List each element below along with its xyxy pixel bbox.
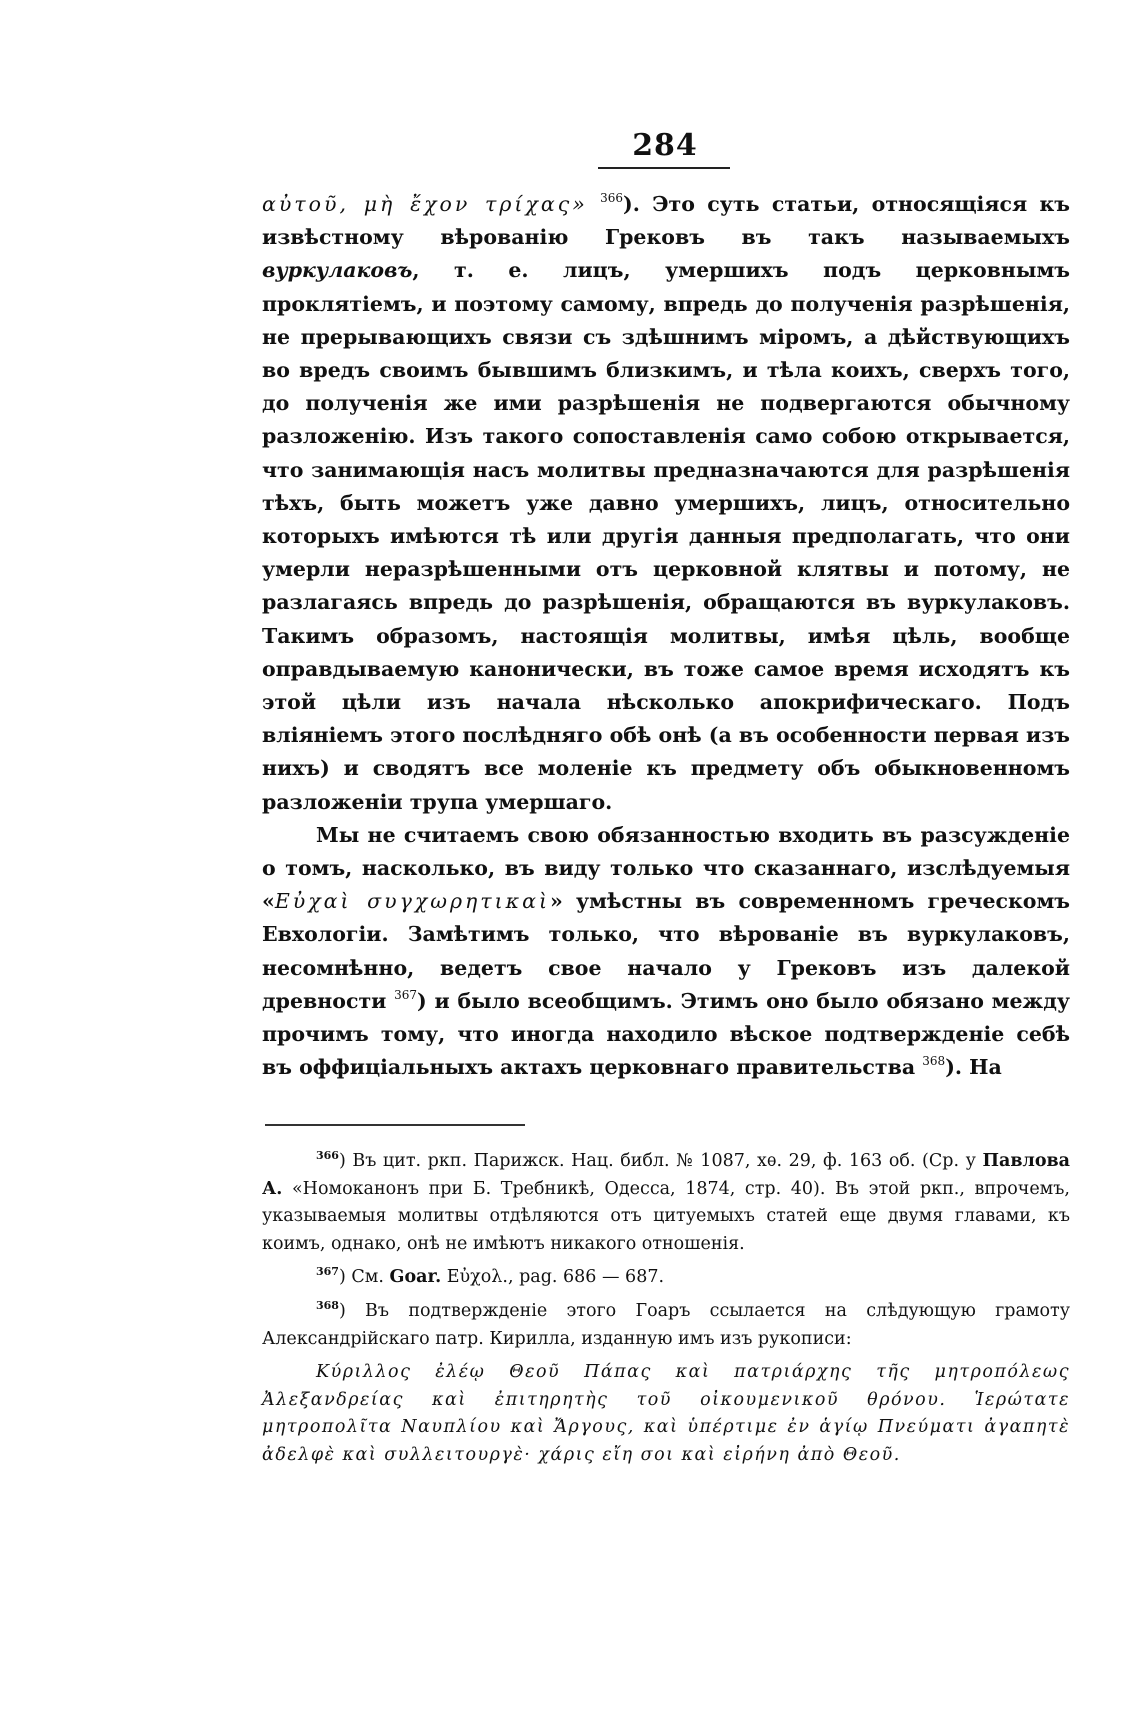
footnote-366-author: Павлова А. — [262, 1151, 1070, 1199]
paragraph-1-text-a: ). Это суть статьи, относящіяся къ извѣстному вѣрованію Грековъ въ такъ называемыхъ — [262, 192, 1070, 250]
footnote-mark-368: 368 — [316, 1298, 339, 1312]
paragraph-2-text-b: » умѣстны въ современномъ греческомъ Евхологіи. Замѣтимъ только, что вѣрованіе въ вуркулаковъ, несомнѣнно, ведетъ свое начало у Грековъ изъ далекой древности — [262, 889, 1070, 1013]
paragraph-2-text-c: ) и было всеобщимъ. Этимъ оно было обязано между прочимъ тому, что иногда находило вѣское подтвержденіе себѣ въ оффиціальныхъ актахъ церковнаго правительства — [262, 988, 1070, 1080]
footnote-mark-367: 367 — [316, 1265, 339, 1279]
footnote-367-text-a: ) См. — [338, 1267, 390, 1288]
paragraph-1 — [262, 188, 1070, 819]
footnote-ref-367: 367 — [394, 987, 418, 1002]
footnote-366 — [262, 1148, 1070, 1258]
paragraph-2 — [262, 819, 1070, 1085]
paragraph-2-text-d: ). На — [945, 1055, 1002, 1080]
footnote-368-text: ) Въ подтвержденіе этого Гоаръ ссылается на слѣдующую грамоту Александрійскаго патр. Кирилла, изданную имъ изъ рукописи: — [262, 1300, 1070, 1349]
main-text — [262, 188, 1070, 1084]
footnote-367 — [262, 1264, 1070, 1292]
footnotes — [262, 1148, 1070, 1470]
footnote-ref-366: 366 — [600, 191, 624, 205]
footnote-366-text-b: «Номоканонъ при Б. Требникѣ, Одесса, 1874, стр. 40). Въ этой ркп., впрочемъ, указываемыя молитвы отдѣляются отъ цитуемыхъ статей еще двумя главами, къ коимъ, однако, онѣ не имѣютъ никакого отношенія. — [262, 1178, 1070, 1254]
greek-quote: αὐτοῦ, μὴ ἔχον τρίχας» — [262, 192, 588, 216]
greek-title: Εὐχαὶ συγχωρητικαὶ — [274, 889, 551, 914]
footnote-368 — [262, 1298, 1070, 1353]
paragraph-1-text-b: , т. е. лицъ, умершихъ подъ церковнымъ проклятіемъ, и поэтому самому, впредь до полученія разрѣшенія, не прерывающихъ связи съ здѣшнимъ міромъ, а дѣйствующихъ во вредъ своимъ бывшимъ близкимъ, и тѣла коихъ, сверхъ того, до полученія же ими разрѣшенія не подвергаются обычному разложенію. Изъ такого сопоставленія само собою открывается, что занимающія насъ молитвы предназначаются для разрѣшенія тѣхъ, быть можетъ уже давно умершихъ, лицъ, относительно которыхъ имѣются тѣ или другія данныя предполагать, что они умерли неразрѣшенными отъ церковной клятвы и потому, не разлагаясь впредь до разрѣшенія, обращаются въ вуркулаковъ. Такимъ образомъ, настоящія молитвы, имѣя цѣль, вообще оправдываемую канонически, въ тоже самое время исходятъ къ этой цѣли изъ начала нѣсколько апокрифическаго. Подъ вліяніемъ этого послѣдняго обѣ онѣ (а въ особенности первая изъ нихъ) и сводятъ все моленіе къ предмету объ обыкновенномъ разложеніи трупа умершаго. — [262, 258, 1070, 814]
footnote-367-author: Goar. — [389, 1267, 442, 1288]
footnote-367-text-b: Εὐχολ., pag. 686 — 687. — [441, 1267, 665, 1288]
page-number: 284 — [632, 128, 698, 163]
footnote-368-greek-letter: Κύριλλος ἐλέῳ Θεοῦ Πάπας καὶ πατριάρχης τῆς μητροπόλεως Ἀλεξανδρείας καὶ ἐπιτηρητὴς τοῦ οἰκουμενικοῦ θρόνου. Ἱερώτατε μητροπολῖτα Ναυπλίου καὶ Ἄργους, καὶ ὑπέρτιμε ἐν ἁγίῳ Πνεύματι ἀγαπητὲ ἀδελφὲ καὶ συλλειτουργὲ· χάρις εἴη σοι καὶ εἰρήνη ἀπὸ Θεοῦ. — [262, 1362, 1070, 1465]
footnote-divider — [265, 1124, 525, 1126]
paragraph-2-text-a: Мы не считаемъ свою обязанностью входить въ разсужденіе о томъ, насколько, въ виду только что сказаннаго, изслѣдуемыя « — [262, 822, 1070, 914]
page-number-rule — [598, 167, 730, 169]
term-vurkulakov: вуркулаковъ — [262, 258, 413, 283]
footnote-mark-366: 366 — [316, 1149, 339, 1162]
footnote-ref-368: 368 — [922, 1054, 946, 1069]
footnote-366-text-a: ) Въ цит. ркп. Парижск. Нац. библ. № 1087, хѳ. 29, ф. 163 об. (Ср. у — [338, 1151, 983, 1171]
